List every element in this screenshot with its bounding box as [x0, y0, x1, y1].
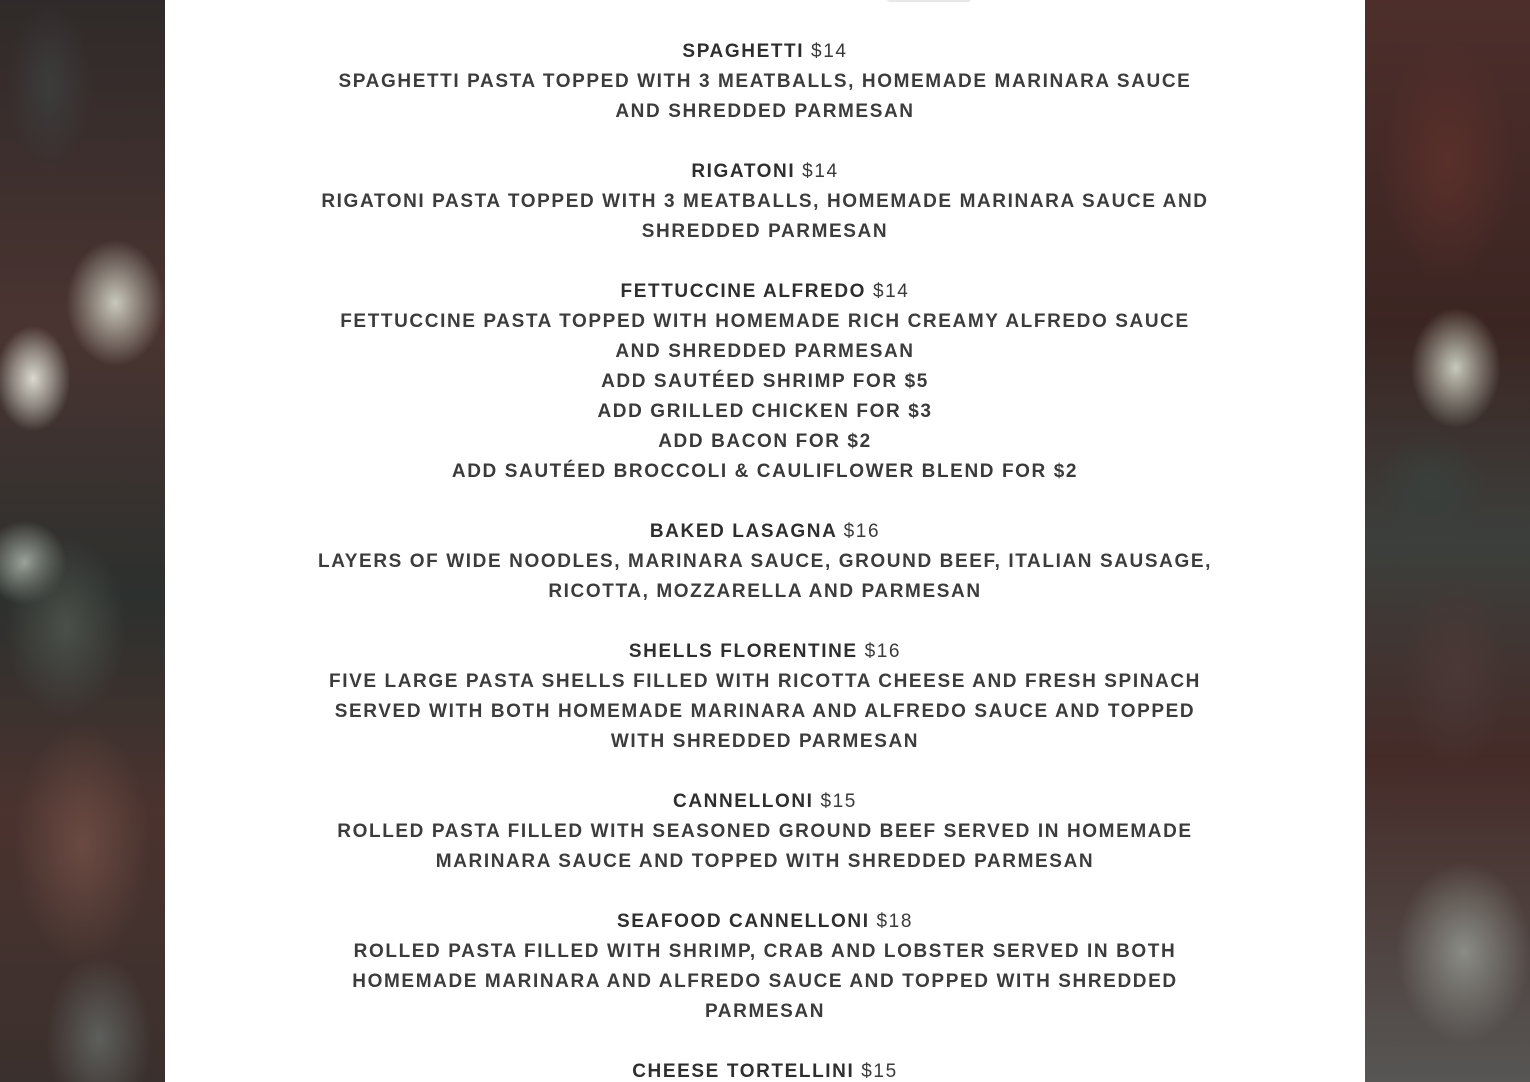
menu-item-price: $15 [820, 791, 857, 812]
stone-wall-background-right [1365, 0, 1530, 1082]
top-divider-fragment [887, 0, 971, 2]
menu-item-description: RIGATONI PASTA TOPPED WITH 3 MEATBALLS, HOMEMADE MARINARA SAUCE AND SHREDDED PARMESAN [321, 191, 1209, 242]
menu-item-title [315, 787, 1215, 817]
menu-item-description: FIVE LARGE PASTA SHELLS FILLED WITH RICOTTA CHEESE AND FRESH SPINACH SERVED WITH BOTH HOMEMADE MARINARA AND ALFREDO SAUCE AND TOPPED WITH SHREDDED PARMESAN [329, 671, 1201, 752]
menu-item-price: $16 [843, 521, 881, 542]
menu-item-spaghetti [315, 37, 1215, 127]
menu-item-title [315, 637, 1215, 667]
menu-item-name: FETTUCCINE ALFREDO [620, 281, 867, 302]
menu-item-title [315, 37, 1215, 67]
menu-item-price: $14 [811, 41, 848, 62]
menu-item-title [315, 1057, 1215, 1082]
menu-item-description: ROLLED PASTA FILLED WITH SEASONED GROUND BEEF SERVED IN HOMEMADE MARINARA SAUCE AND TOPPED WITH SHREDDED PARMESAN [337, 821, 1193, 872]
menu-item-shells-florentine [315, 637, 1215, 757]
menu-item-addon: ADD SAUTÉED SHRIMP FOR $5 [601, 371, 929, 392]
menu-item-baked-lasagna [315, 517, 1215, 607]
stone-wall-background-left [0, 0, 165, 1082]
menu-item-name: SHELLS FLORENTINE [628, 641, 858, 662]
menu-item-description: FETTUCCINE PASTA TOPPED WITH HOMEMADE RICH CREAMY ALFREDO SAUCE AND SHREDDED PARMESAN [340, 311, 1190, 362]
menu-item-seafood-cannelloni [315, 907, 1215, 1027]
menu-item-price: $14 [872, 281, 910, 302]
menu-item-title [315, 907, 1215, 937]
menu-item-addon: ADD GRILLED CHICKEN FOR $3 [597, 401, 933, 422]
pasta-menu-list [165, 37, 1365, 1082]
menu-item-cheese-tortellini [315, 1057, 1215, 1082]
menu-item-fettuccine-alfredo [315, 277, 1215, 487]
menu-item-title [315, 517, 1215, 547]
menu-item-title [315, 157, 1215, 187]
menu-item-price: $14 [802, 161, 839, 182]
menu-item-cannelloni [315, 787, 1215, 877]
menu-panel [165, 0, 1365, 1082]
menu-item-name: CANNELLONI [673, 791, 814, 812]
menu-item-price: $18 [876, 911, 913, 932]
menu-item-description: LAYERS OF WIDE NOODLES, MARINARA SAUCE, GROUND BEEF, ITALIAN SAUSAGE, RICOTTA, MOZZARELLA AND PARMESAN [317, 551, 1213, 602]
menu-item-name: BAKED LASAGNA [649, 521, 837, 542]
menu-item-price: $16 [864, 641, 902, 662]
menu-item-rigatoni [315, 157, 1215, 247]
menu-item-description: SPAGHETTI PASTA TOPPED WITH 3 MEATBALLS, HOMEMADE MARINARA SAUCE AND SHREDDED PARMESAN [338, 71, 1192, 122]
menu-item-name: SEAFOOD CANNELLONI [617, 911, 870, 932]
menu-item-addon: ADD SAUTÉED BROCCOLI & CAULIFLOWER BLEND FOR $2 [451, 461, 1079, 482]
menu-item-title [315, 277, 1215, 307]
menu-item-addon: ADD BACON FOR $2 [658, 431, 872, 452]
menu-item-price: $15 [861, 1061, 898, 1082]
menu-item-name: SPAGHETTI [682, 41, 805, 62]
menu-item-description: ROLLED PASTA FILLED WITH SHRIMP, CRAB AND LOBSTER SERVED IN BOTH HOMEMADE MARINARA AND ALFREDO SAUCE AND TOPPED WITH SHREDDED PARMESAN [352, 941, 1178, 1022]
menu-item-name: RIGATONI [691, 161, 796, 182]
menu-item-name: CHEESE TORTELLINI [632, 1061, 855, 1082]
